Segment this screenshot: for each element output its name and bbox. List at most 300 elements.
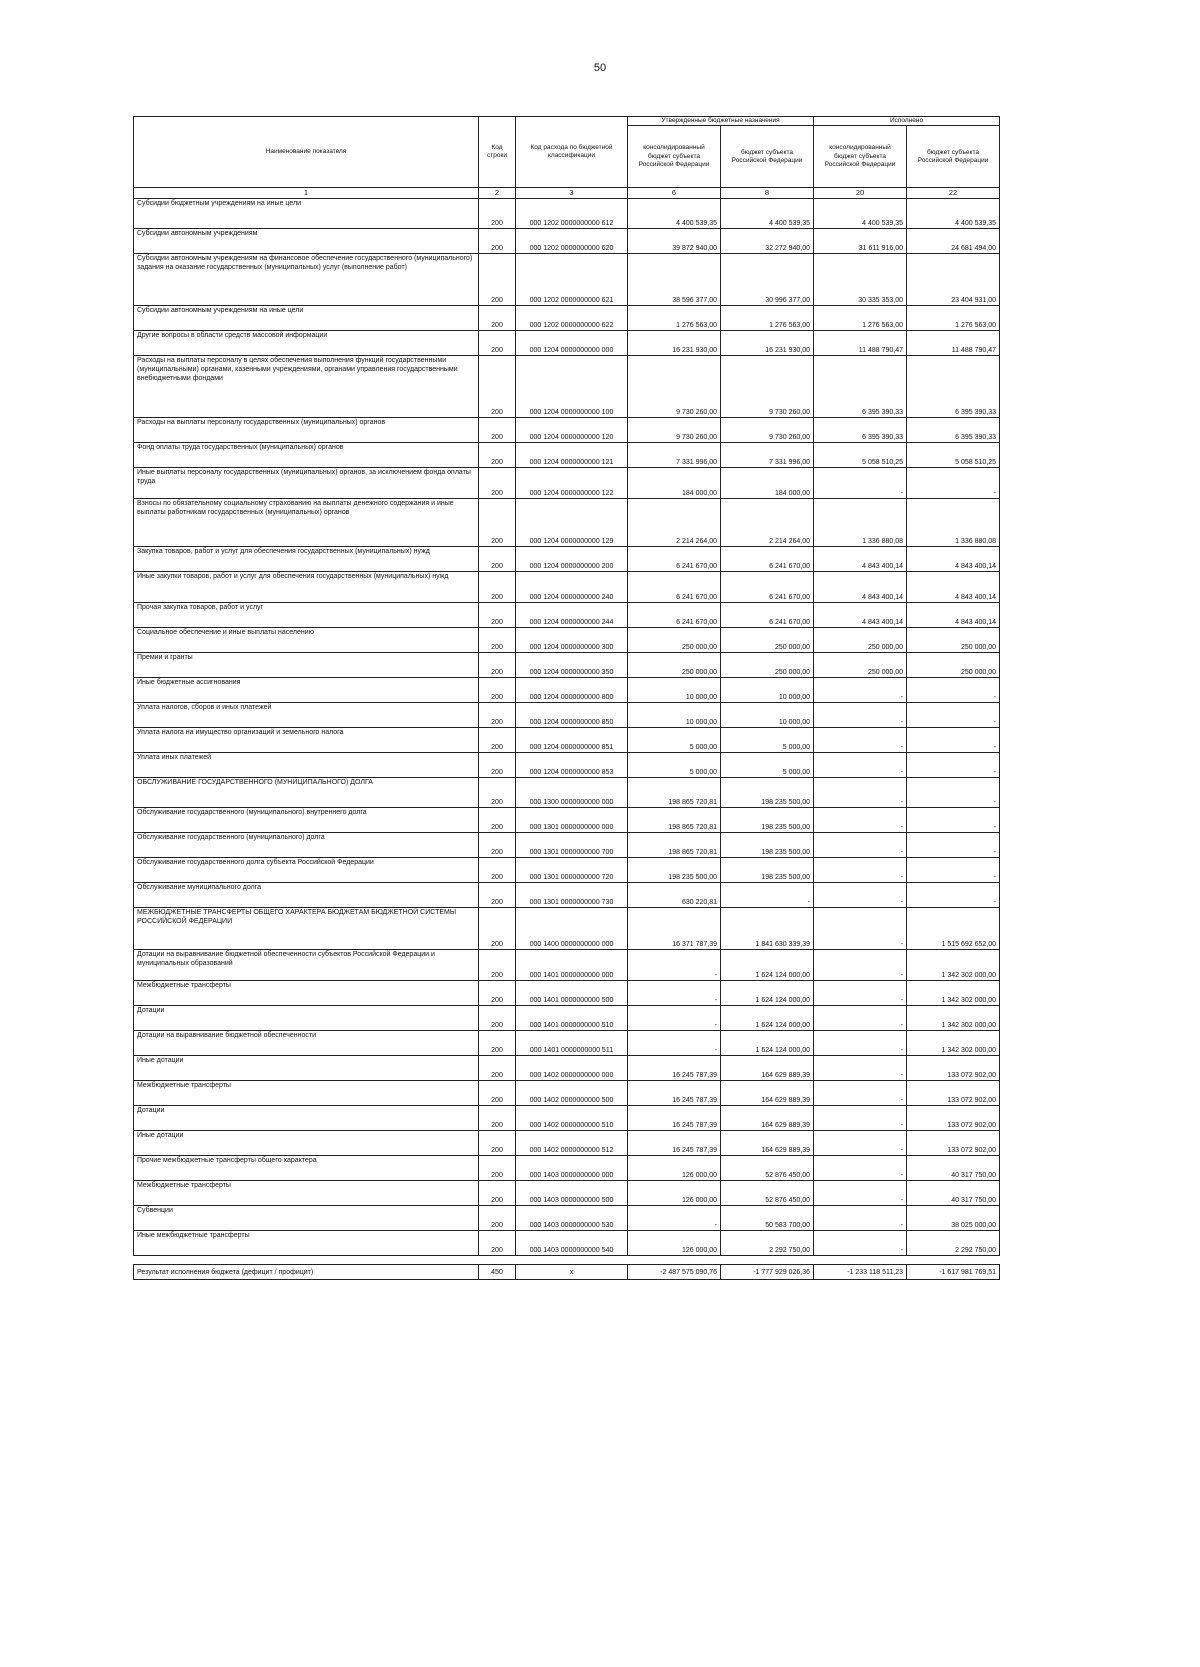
amount-approved-subject: 164 629 889,39 — [721, 1081, 814, 1106]
row-code: 200 — [479, 254, 516, 306]
row-name: Обслуживание государственного долга субъекта Российской Федерации — [134, 858, 479, 883]
row-code: 200 — [479, 572, 516, 603]
row-name: Дотации на выравнивание бюджетной обеспеченности — [134, 1031, 479, 1056]
result-kbk: x — [516, 1265, 628, 1280]
amount-approved-subject: 4 400 539,35 — [721, 199, 814, 229]
row-expense-code: 000 1400 0000000000 000 — [516, 908, 628, 950]
row-name: Прочие межбюджетные трансферты общего характера — [134, 1156, 479, 1181]
header-row-code: Код строки — [479, 117, 516, 188]
header-indicator-name: Наименование показателя — [134, 117, 479, 188]
amount-executed-subject: 6 395 390,33 — [907, 356, 1000, 418]
amount-executed-subject: 4 843 400,14 — [907, 572, 1000, 603]
amount-approved-consolidated: 198 235 500,00 — [628, 858, 721, 883]
row-code: 200 — [479, 1031, 516, 1056]
amount-executed-consolidated: 250 000,00 — [814, 653, 907, 678]
amount-approved-consolidated: 2 214 264,00 — [628, 499, 721, 547]
row-name: Премии и гранты — [134, 653, 479, 678]
amount-approved-subject: 52 876 450,00 — [721, 1156, 814, 1181]
amount-executed-subject: - — [907, 703, 1000, 728]
header-executed-subject: бюджет субъекта Российской Федерации — [907, 126, 1000, 188]
table-row — [134, 443, 1000, 468]
row-expense-code: 000 1402 0000000000 500 — [516, 1081, 628, 1106]
row-code: 200 — [479, 1106, 516, 1131]
row-name: Субвенции — [134, 1206, 479, 1231]
row-name: Взносы по обязательному социальному страхованию на выплаты денежного содержания и иные выплаты работникам государственных (муниципальных) органов — [134, 499, 479, 547]
amount-executed-consolidated: - — [814, 981, 907, 1006]
amount-approved-consolidated: 250 000,00 — [628, 628, 721, 653]
row-name: Уплата налога на имущество организаций и земельного налога — [134, 728, 479, 753]
header-executed-consolidated: консолидированный бюджет субъекта Российской Федерации — [814, 126, 907, 188]
row-name: Субсидии автономным учреждениям на иные цели — [134, 306, 479, 331]
amount-executed-consolidated: - — [814, 1231, 907, 1256]
table-row — [134, 331, 1000, 356]
row-name: Иные дотации — [134, 1056, 479, 1081]
row-name: Межбюджетные трансферты — [134, 1081, 479, 1106]
amount-approved-consolidated: - — [628, 981, 721, 1006]
amount-executed-consolidated: 11 488 790,47 — [814, 331, 907, 356]
column-number: 1 — [134, 188, 479, 199]
row-code: 200 — [479, 858, 516, 883]
row-code: 200 — [479, 603, 516, 628]
amount-executed-consolidated: - — [814, 1056, 907, 1081]
row-name: Иные закупки товаров, работ и услуг для обеспечения государственных (муниципальных) нужд — [134, 572, 479, 603]
table-row — [134, 468, 1000, 499]
amount-approved-subject: 10 000,00 — [721, 703, 814, 728]
table-row — [134, 678, 1000, 703]
row-code: 200 — [479, 653, 516, 678]
amount-executed-subject: 1 336 880,08 — [907, 499, 1000, 547]
row-expense-code: 000 1204 0000000000 122 — [516, 468, 628, 499]
row-expense-code: 000 1301 0000000000 000 — [516, 808, 628, 833]
amount-executed-consolidated: - — [814, 1031, 907, 1056]
amount-approved-consolidated: 5 000,00 — [628, 753, 721, 778]
amount-executed-consolidated: - — [814, 1181, 907, 1206]
amount-executed-subject: 5 058 510,25 — [907, 443, 1000, 468]
amount-executed-consolidated: 250 000,00 — [814, 628, 907, 653]
row-expense-code: 000 1301 0000000000 720 — [516, 858, 628, 883]
amount-approved-subject: 1 624 124 000,00 — [721, 950, 814, 981]
row-expense-code: 000 1403 0000000000 530 — [516, 1206, 628, 1231]
row-code: 200 — [479, 1081, 516, 1106]
result-approved-consolidated: -2 487 575 090,76 — [628, 1265, 721, 1280]
amount-approved-consolidated: 630 220,81 — [628, 883, 721, 908]
amount-approved-subject: 164 629 889,39 — [721, 1056, 814, 1081]
amount-approved-subject: 250 000,00 — [721, 653, 814, 678]
amount-approved-consolidated: 9 730 260,00 — [628, 418, 721, 443]
row-expense-code: 000 1204 0000000000 300 — [516, 628, 628, 653]
row-code: 200 — [479, 1006, 516, 1031]
row-code: 200 — [479, 229, 516, 254]
amount-approved-consolidated: 10 000,00 — [628, 678, 721, 703]
row-name: Межбюджетные трансферты — [134, 981, 479, 1006]
result-row — [134, 1265, 1000, 1280]
amount-executed-consolidated: - — [814, 778, 907, 808]
amount-executed-consolidated: 31 611 916,00 — [814, 229, 907, 254]
amount-approved-subject: 52 876 450,00 — [721, 1181, 814, 1206]
row-expense-code: 000 1403 0000000000 000 — [516, 1156, 628, 1181]
amount-approved-consolidated: 5 000,00 — [628, 728, 721, 753]
row-name: Дотации — [134, 1006, 479, 1031]
row-expense-code: 000 1401 0000000000 500 — [516, 981, 628, 1006]
amount-approved-subject: 1 624 124 000,00 — [721, 1006, 814, 1031]
amount-executed-subject: 4 843 400,14 — [907, 603, 1000, 628]
amount-executed-consolidated: 4 843 400,14 — [814, 603, 907, 628]
row-expense-code: 000 1300 0000000000 000 — [516, 778, 628, 808]
table-row — [134, 1206, 1000, 1231]
amount-executed-consolidated: - — [814, 1156, 907, 1181]
amount-executed-subject: 133 072 902,00 — [907, 1106, 1000, 1131]
table-row — [134, 778, 1000, 808]
amount-executed-consolidated: 4 843 400,14 — [814, 572, 907, 603]
amount-executed-subject: 133 072 902,00 — [907, 1131, 1000, 1156]
amount-executed-subject: - — [907, 833, 1000, 858]
row-expense-code: 000 1401 0000000000 510 — [516, 1006, 628, 1031]
table-row — [134, 653, 1000, 678]
amount-approved-consolidated: 198 865 720,81 — [628, 833, 721, 858]
amount-executed-consolidated: 4 843 400,14 — [814, 547, 907, 572]
row-name: Субсидии бюджетным учреждениям на иные цели — [134, 199, 479, 229]
amount-approved-subject: 1 841 630 339,39 — [721, 908, 814, 950]
amount-approved-subject: 198 235 500,00 — [721, 778, 814, 808]
amount-approved-subject: 50 583 700,00 — [721, 1206, 814, 1231]
amount-executed-subject: 1 342 302 000,00 — [907, 1006, 1000, 1031]
amount-executed-consolidated: - — [814, 703, 907, 728]
result-code: 450 — [479, 1265, 516, 1280]
table-row — [134, 1031, 1000, 1056]
table-row — [134, 703, 1000, 728]
amount-approved-subject: 6 241 670,00 — [721, 572, 814, 603]
table-row — [134, 1231, 1000, 1256]
row-code: 200 — [479, 356, 516, 418]
result-executed-subject: -1 617 981 769,51 — [907, 1265, 1000, 1280]
row-name: Иные межбюджетные трансферты — [134, 1231, 479, 1256]
amount-approved-subject: 198 235 500,00 — [721, 833, 814, 858]
amount-approved-subject: 2 292 750,00 — [721, 1231, 814, 1256]
header-expense-code: Код расхода по бюджетной классификации — [516, 117, 628, 188]
amount-approved-subject: 6 241 670,00 — [721, 547, 814, 572]
amount-approved-subject: 30 996 377,00 — [721, 254, 814, 306]
amount-executed-subject: 38 025 000,00 — [907, 1206, 1000, 1231]
column-number: 20 — [814, 188, 907, 199]
amount-executed-consolidated: - — [814, 950, 907, 981]
row-expense-code: 000 1202 0000000000 612 — [516, 199, 628, 229]
row-name: Обслуживание муниципального долга — [134, 883, 479, 908]
amount-approved-subject: 2 214 264,00 — [721, 499, 814, 547]
table-row — [134, 199, 1000, 229]
amount-executed-consolidated: - — [814, 678, 907, 703]
row-name: Закупка товаров, работ и услуг для обеспечения государственных (муниципальных) нужд — [134, 547, 479, 572]
amount-executed-consolidated: - — [814, 858, 907, 883]
amount-approved-consolidated: 250 000,00 — [628, 653, 721, 678]
amount-executed-subject: 24 681 494,00 — [907, 229, 1000, 254]
row-expense-code: 000 1204 0000000000 853 — [516, 753, 628, 778]
amount-executed-subject: 1 276 563,00 — [907, 306, 1000, 331]
amount-executed-subject: - — [907, 753, 1000, 778]
amount-executed-subject: 1 342 302 000,00 — [907, 950, 1000, 981]
row-expense-code: 000 1301 0000000000 730 — [516, 883, 628, 908]
row-code: 200 — [479, 950, 516, 981]
row-code: 200 — [479, 331, 516, 356]
table-row — [134, 1056, 1000, 1081]
row-code: 200 — [479, 833, 516, 858]
amount-executed-subject: 133 072 902,00 — [907, 1081, 1000, 1106]
amount-executed-subject: 23 404 931,00 — [907, 254, 1000, 306]
row-code: 200 — [479, 1231, 516, 1256]
row-expense-code: 000 1204 0000000000 000 — [516, 331, 628, 356]
row-name: МЕЖБЮДЖЕТНЫЕ ТРАНСФЕРТЫ ОБЩЕГО ХАРАКТЕРА БЮДЖЕТАМ БЮДЖЕТНОЙ СИСТЕМЫ РОССИЙСКОЙ ФЕДЕРАЦИИ — [134, 908, 479, 950]
amount-executed-consolidated: - — [814, 808, 907, 833]
table-row — [134, 1081, 1000, 1106]
amount-executed-consolidated: - — [814, 1206, 907, 1231]
amount-approved-consolidated: 184 000,00 — [628, 468, 721, 499]
amount-executed-subject: 250 000,00 — [907, 628, 1000, 653]
amount-executed-subject: 133 072 902,00 — [907, 1056, 1000, 1081]
column-number: 3 — [516, 188, 628, 199]
row-name: Обслуживание государственного (муниципального) долга — [134, 833, 479, 858]
amount-executed-subject: - — [907, 883, 1000, 908]
table-row — [134, 753, 1000, 778]
amount-executed-subject: 2 292 750,00 — [907, 1231, 1000, 1256]
row-name: Межбюджетные трансферты — [134, 1181, 479, 1206]
row-code: 200 — [479, 468, 516, 499]
budget-execution-table — [133, 116, 1000, 1280]
table-row — [134, 628, 1000, 653]
row-expense-code: 000 1402 0000000000 000 — [516, 1056, 628, 1081]
spacer — [134, 1256, 1000, 1265]
row-code: 200 — [479, 628, 516, 653]
row-name: ОБСЛУЖИВАНИЕ ГОСУДАРСТВЕННОГО (МУНИЦИПАЛЬНОГО) ДОЛГА — [134, 778, 479, 808]
row-name: Дотации — [134, 1106, 479, 1131]
amount-approved-consolidated: - — [628, 1031, 721, 1056]
amount-approved-consolidated: 6 241 670,00 — [628, 603, 721, 628]
amount-executed-subject: 4 843 400,14 — [907, 547, 1000, 572]
amount-approved-consolidated: 16 245 787,39 — [628, 1081, 721, 1106]
amount-approved-subject: 16 231 930,00 — [721, 331, 814, 356]
amount-executed-subject: 1 515 692 652,00 — [907, 908, 1000, 950]
amount-approved-consolidated: - — [628, 1006, 721, 1031]
amount-approved-consolidated: 1 276 563,00 — [628, 306, 721, 331]
row-expense-code: 000 1202 0000000000 620 — [516, 229, 628, 254]
amount-approved-consolidated: 16 245 787,39 — [628, 1106, 721, 1131]
amount-approved-subject: 10 000,00 — [721, 678, 814, 703]
amount-executed-consolidated: - — [814, 833, 907, 858]
table-row — [134, 728, 1000, 753]
column-number: 2 — [479, 188, 516, 199]
row-expense-code: 000 1402 0000000000 510 — [516, 1106, 628, 1131]
row-code: 200 — [479, 753, 516, 778]
amount-executed-consolidated: - — [814, 1081, 907, 1106]
row-expense-code: 000 1204 0000000000 244 — [516, 603, 628, 628]
amount-approved-subject: 7 331 996,00 — [721, 443, 814, 468]
header-approved: Утвержденные бюджетные назначения — [628, 117, 814, 126]
row-expense-code: 000 1402 0000000000 512 — [516, 1131, 628, 1156]
row-code: 200 — [479, 1181, 516, 1206]
row-name: Субсидии автономным учреждениям — [134, 229, 479, 254]
amount-executed-consolidated: - — [814, 883, 907, 908]
row-name: Иные дотации — [134, 1131, 479, 1156]
table-row — [134, 1131, 1000, 1156]
amount-executed-subject: - — [907, 678, 1000, 703]
row-code: 200 — [479, 1131, 516, 1156]
row-expense-code: 000 1204 0000000000 200 — [516, 547, 628, 572]
amount-executed-consolidated: 30 335 353,00 — [814, 254, 907, 306]
amount-approved-consolidated: - — [628, 1206, 721, 1231]
table-row — [134, 229, 1000, 254]
amount-approved-consolidated: 198 865 720,81 — [628, 778, 721, 808]
row-code: 200 — [479, 1156, 516, 1181]
amount-executed-consolidated: 4 400 539,35 — [814, 199, 907, 229]
table-row — [134, 254, 1000, 306]
amount-executed-consolidated: - — [814, 468, 907, 499]
table-row — [134, 908, 1000, 950]
amount-approved-consolidated: 198 865 720,81 — [628, 808, 721, 833]
table-row — [134, 499, 1000, 547]
row-expense-code: 000 1204 0000000000 120 — [516, 418, 628, 443]
row-code: 200 — [479, 306, 516, 331]
row-expense-code: 000 1301 0000000000 700 — [516, 833, 628, 858]
amount-approved-consolidated: 126 000,00 — [628, 1156, 721, 1181]
result-executed-consolidated: -1 233 118 511,23 — [814, 1265, 907, 1280]
amount-executed-subject: 1 342 302 000,00 — [907, 981, 1000, 1006]
amount-executed-subject: - — [907, 468, 1000, 499]
amount-executed-subject: 1 342 302 000,00 — [907, 1031, 1000, 1056]
row-name: Расходы на выплаты персоналу в целях обеспечения выполнения функций государственными (муниципальными) органами, казенными учреждениями, органами управления государственными внебюджетными фондами — [134, 356, 479, 418]
table-row — [134, 981, 1000, 1006]
row-expense-code: 000 1204 0000000000 800 — [516, 678, 628, 703]
row-expense-code: 000 1204 0000000000 129 — [516, 499, 628, 547]
row-name: Иные выплаты персоналу государственных (муниципальных) органов, за исключением фонда оплаты труда — [134, 468, 479, 499]
amount-approved-consolidated: 7 331 996,00 — [628, 443, 721, 468]
amount-approved-consolidated: 10 000,00 — [628, 703, 721, 728]
row-code: 200 — [479, 778, 516, 808]
amount-executed-consolidated: 6 395 390,33 — [814, 418, 907, 443]
amount-executed-consolidated: 1 276 563,00 — [814, 306, 907, 331]
amount-executed-consolidated: - — [814, 728, 907, 753]
table-row — [134, 306, 1000, 331]
amount-executed-subject: 11 488 790,47 — [907, 331, 1000, 356]
row-name: Фонд оплаты труда государственных (муниципальных) органов — [134, 443, 479, 468]
row-name: Обслуживание государственного (муниципального) внутреннего долга — [134, 808, 479, 833]
table-row — [134, 858, 1000, 883]
table-body — [134, 199, 1000, 1256]
row-expense-code: 000 1202 0000000000 622 — [516, 306, 628, 331]
table-row — [134, 1106, 1000, 1131]
amount-approved-subject: - — [721, 883, 814, 908]
amount-approved-subject: 198 235 500,00 — [721, 858, 814, 883]
table-row — [134, 833, 1000, 858]
amount-approved-consolidated: - — [628, 950, 721, 981]
amount-approved-subject: 6 241 670,00 — [721, 603, 814, 628]
row-code: 200 — [479, 703, 516, 728]
row-code: 200 — [479, 808, 516, 833]
row-code: 200 — [479, 883, 516, 908]
amount-executed-subject: 4 400 539,35 — [907, 199, 1000, 229]
column-number: 8 — [721, 188, 814, 199]
row-expense-code: 000 1204 0000000000 851 — [516, 728, 628, 753]
row-expense-code: 000 1403 0000000000 500 — [516, 1181, 628, 1206]
amount-approved-consolidated: 16 231 930,00 — [628, 331, 721, 356]
amount-executed-consolidated: - — [814, 908, 907, 950]
row-expense-code: 000 1204 0000000000 850 — [516, 703, 628, 728]
header-approved-subject: бюджет субъекта Российской Федерации — [721, 126, 814, 188]
table-row — [134, 883, 1000, 908]
row-name: Расходы на выплаты персоналу государственных (муниципальных) органов — [134, 418, 479, 443]
row-code: 200 — [479, 981, 516, 1006]
amount-approved-consolidated: 9 730 260,00 — [628, 356, 721, 418]
table-row — [134, 1181, 1000, 1206]
amount-executed-subject: - — [907, 728, 1000, 753]
amount-executed-subject: - — [907, 808, 1000, 833]
row-name: Иные бюджетные ассигнования — [134, 678, 479, 703]
amount-executed-subject: 40 317 750,00 — [907, 1156, 1000, 1181]
table-row — [134, 547, 1000, 572]
amount-approved-subject: 164 629 889,39 — [721, 1106, 814, 1131]
page-number: 50 — [593, 62, 607, 74]
row-expense-code: 000 1204 0000000000 121 — [516, 443, 628, 468]
amount-approved-consolidated: 39 872 940,00 — [628, 229, 721, 254]
row-name: Прочая закупка товаров, работ и услуг — [134, 603, 479, 628]
amount-executed-subject: - — [907, 858, 1000, 883]
amount-approved-subject: 198 235 500,00 — [721, 808, 814, 833]
amount-approved-subject: 9 730 260,00 — [721, 418, 814, 443]
amount-approved-consolidated: 126 000,00 — [628, 1181, 721, 1206]
row-code: 200 — [479, 418, 516, 443]
amount-approved-consolidated: 38 596 377,00 — [628, 254, 721, 306]
table-row — [134, 572, 1000, 603]
table-row — [134, 1156, 1000, 1181]
amount-approved-consolidated: 16 245 787,39 — [628, 1131, 721, 1156]
result-name: Результат исполнения бюджета (дефицит / профицит) — [134, 1265, 479, 1280]
table-row — [134, 808, 1000, 833]
row-expense-code: 000 1403 0000000000 540 — [516, 1231, 628, 1256]
row-code: 200 — [479, 199, 516, 229]
row-code: 200 — [479, 678, 516, 703]
amount-executed-subject: 40 317 750,00 — [907, 1181, 1000, 1206]
header-approved-consolidated: консолидированный бюджет субъекта Российской Федерации — [628, 126, 721, 188]
row-expense-code: 000 1401 0000000000 511 — [516, 1031, 628, 1056]
amount-executed-consolidated: - — [814, 1006, 907, 1031]
amount-executed-consolidated: 1 336 880,08 — [814, 499, 907, 547]
row-expense-code: 000 1202 0000000000 621 — [516, 254, 628, 306]
amount-approved-subject: 9 730 260,00 — [721, 356, 814, 418]
row-code: 200 — [479, 499, 516, 547]
amount-executed-consolidated: - — [814, 1131, 907, 1156]
table-row — [134, 418, 1000, 443]
row-name: Социальное обеспечение и иные выплаты населению — [134, 628, 479, 653]
amount-executed-consolidated: 6 395 390,33 — [814, 356, 907, 418]
amount-executed-consolidated: - — [814, 1106, 907, 1131]
amount-approved-consolidated: 16 371 787,39 — [628, 908, 721, 950]
amount-executed-subject: - — [907, 778, 1000, 808]
row-code: 200 — [479, 728, 516, 753]
table-row — [134, 356, 1000, 418]
row-code: 200 — [479, 1056, 516, 1081]
amount-approved-subject: 164 629 889,39 — [721, 1131, 814, 1156]
row-code: 200 — [479, 443, 516, 468]
result-approved-subject: -1 777 929 026,36 — [721, 1265, 814, 1280]
table-row — [134, 603, 1000, 628]
amount-approved-subject: 5 000,00 — [721, 753, 814, 778]
amount-approved-subject: 250 000,00 — [721, 628, 814, 653]
amount-executed-consolidated: - — [814, 753, 907, 778]
amount-approved-subject: 1 624 124 000,00 — [721, 1031, 814, 1056]
row-name: Уплата налогов, сборов и иных платежей — [134, 703, 479, 728]
row-code: 200 — [479, 1206, 516, 1231]
amount-approved-consolidated: 6 241 670,00 — [628, 547, 721, 572]
row-name: Субсидии автономным учреждениям на финансовое обеспечение государственного (муниципального) задания на оказание государственных (муниципальных) услуг (выполнение работ) — [134, 254, 479, 306]
row-name: Другие вопросы в области средств массовой информации — [134, 331, 479, 356]
column-number: 6 — [628, 188, 721, 199]
